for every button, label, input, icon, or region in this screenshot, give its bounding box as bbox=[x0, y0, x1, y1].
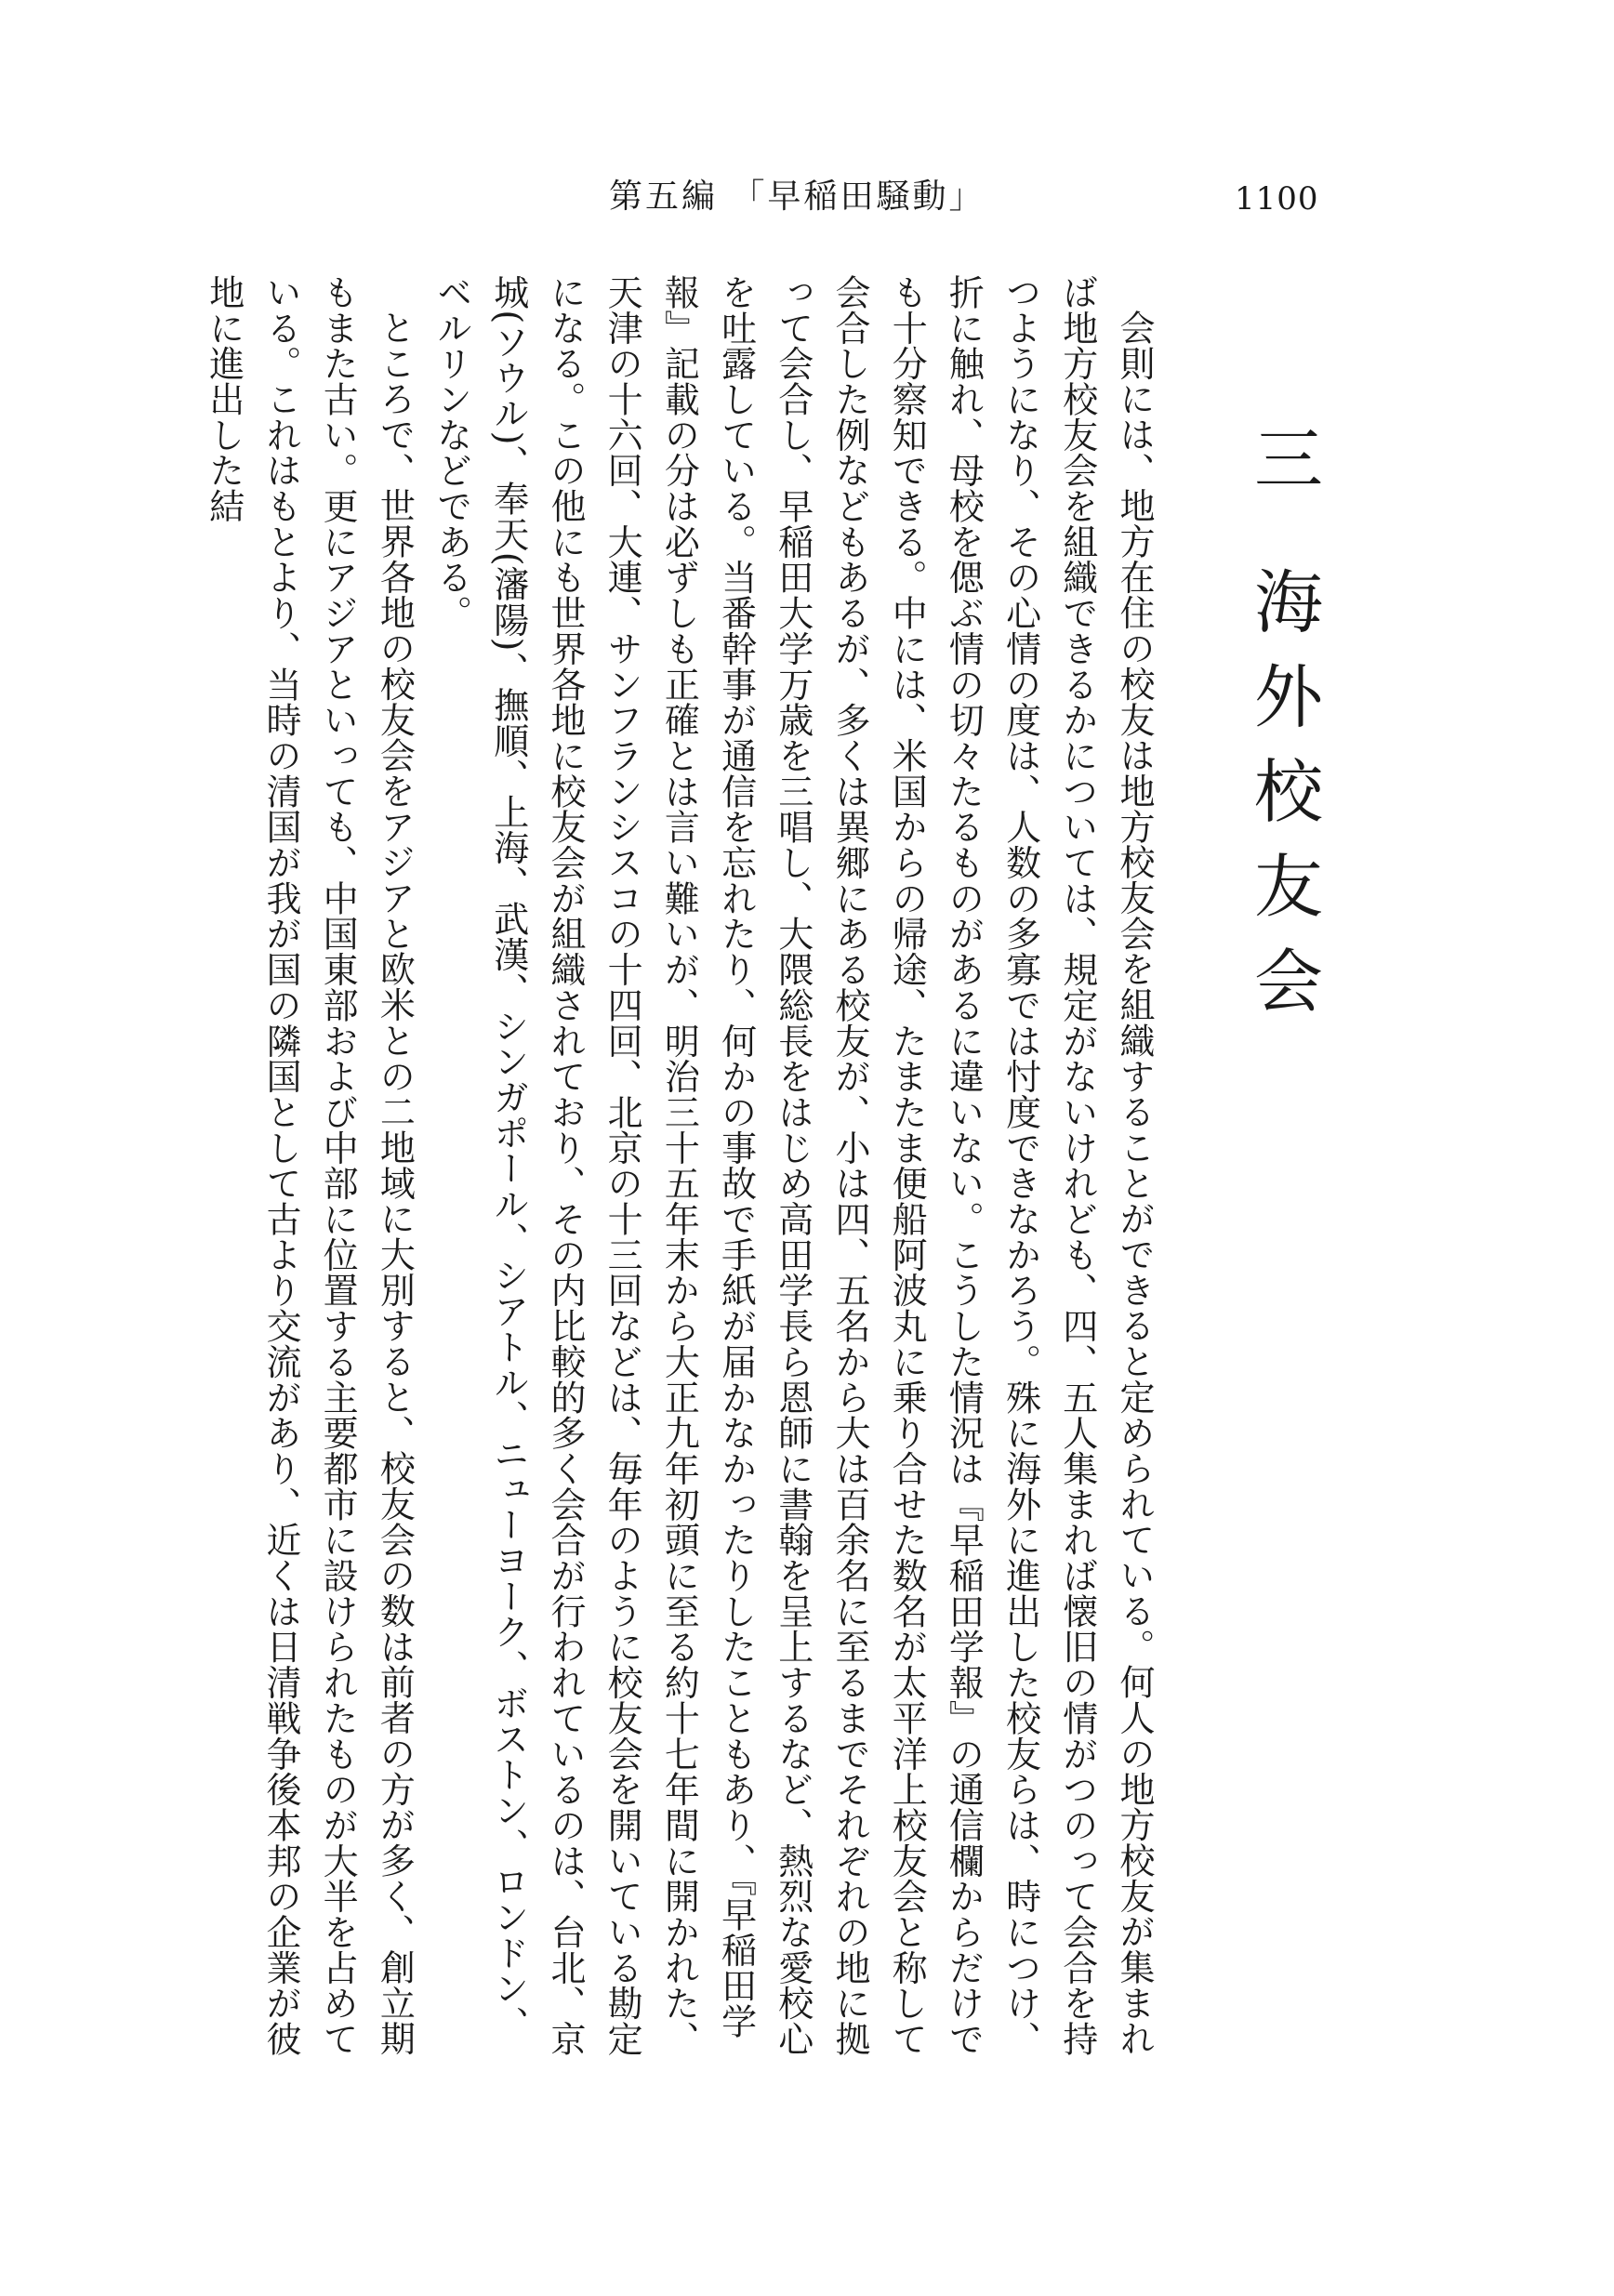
section-title: 三 海外校友会 bbox=[1243, 423, 1323, 1040]
paragraph: ところで、世界各地の校友会をアジアと欧米との二地域に大別すると、校友会の数は前者の方が多く、創立期もまた古い。更にアジアといっても、中国東部および中部に位置する主要都市に設けられたものが大半を占めている。これはもとより、当時の清国が我が国の隣国として古より交流があり、近くは日清戦争後本邦の企業が彼地に進出した結 bbox=[203, 274, 416, 2057]
chapter-header: 第五編 「早稲田騒動」 bbox=[609, 178, 986, 216]
paragraph: 会則には、地方在住の校友は地方校友会を組織することができると定められている。何人の地方校友が集まれば地方校友会を組織できるかについては、規定がないけれども、四、五人集まれば懐旧の情がつのって会合を持つようになり、その心情の度は、人数の多寡では忖度できなかろう。殊に海外に進出した校友らは、時につけ、折に触れ、母校を偲ぶ情の切々たるものがあるに違いない。こうした情況は『早稲田学報』の通信欄からだけでも十分察知できる。中には、米国からの帰途、たまたま便船阿波丸に乗り合せた数名が太平洋上校友会と称して会合した例などもあるが、多くは異郷にある校友が、小は四、五名から大は百余名に至るまでそれぞれの地に拠って会合し、早稲田大学万歳を三唱し、大隈総長をはじめ高田学長ら恩師に書翰を呈上するなど、熱烈な愛校心を吐露している。当番幹事が通信を忘れたり、何かの事故で手紙が届かなかったりしたこともあり、『早稲田学報』記載の分は必ずしも正確とは言い難いが、明治三十五年末から大正九年初頭に至る約十七年間に開かれた、天津の十六回、大連、サンフランシスコの十四回、北京の十三回などは、毎年のように校友会を開いている勘定になる。この他にも世界各地に校友会が組織されており、その内比較的多く会合が行われているのは、台北、京城(ソウル)、奉天(瀋陽)、撫順、上海、武漢、シンガポール、シアトル、ニューヨーク、ボストン、ロンドン、ベルリンなどである。 bbox=[430, 274, 1155, 2057]
body-text bbox=[167, 274, 1162, 2059]
page-number: 1100 bbox=[1235, 180, 1319, 218]
